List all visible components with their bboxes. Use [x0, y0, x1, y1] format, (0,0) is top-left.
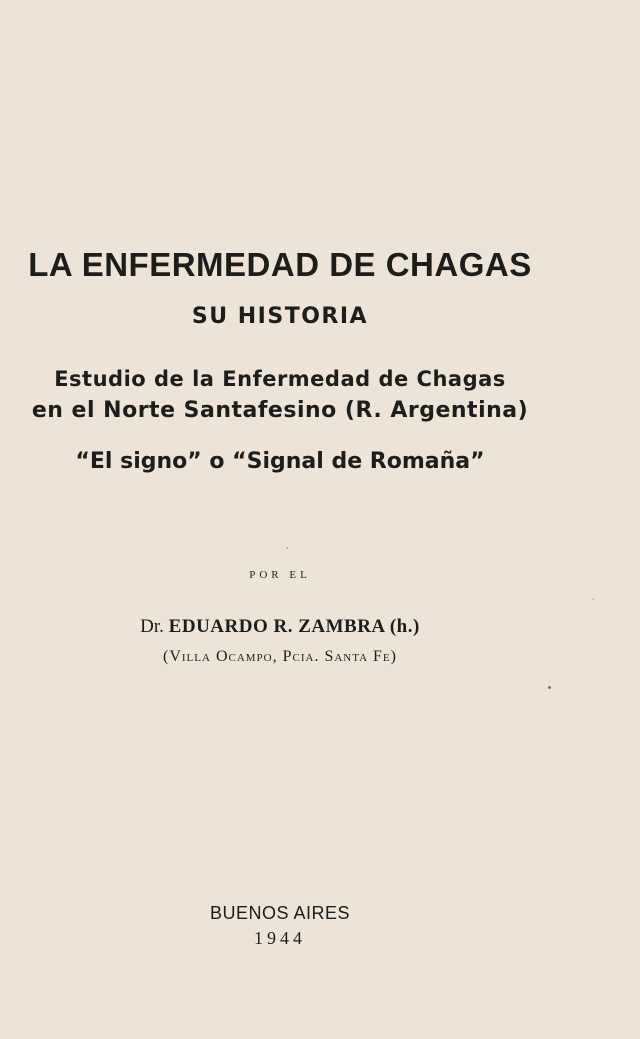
paper-speck — [548, 686, 551, 689]
paper-speck — [592, 598, 594, 600]
subtitle: SU HISTORIA — [191, 304, 369, 329]
por-el-label: POR EL — [249, 569, 311, 581]
author-line — [0, 616, 560, 638]
signo-line: “El signo” o “Signal de Romaña” — [75, 449, 485, 474]
paper-speck — [286, 547, 288, 549]
study-line-1: Estudio de la Enfermedad de Chagas — [54, 367, 506, 391]
main-title: LA ENFERMEDAD DE CHAGAS — [28, 246, 532, 283]
study-line-2: en el Norte Santafesino (R. Argentina) — [31, 398, 529, 423]
publication-city: BUENOS AIRES — [209, 903, 351, 923]
author-name: EDUARDO R. ZAMBRA (h.) — [168, 616, 420, 637]
author-place: (Villa Ocampo, Pcia. Santa Fe) — [163, 648, 397, 665]
author-prefix: Dr. — [140, 616, 164, 637]
publication-year: 1944 — [254, 928, 306, 948]
